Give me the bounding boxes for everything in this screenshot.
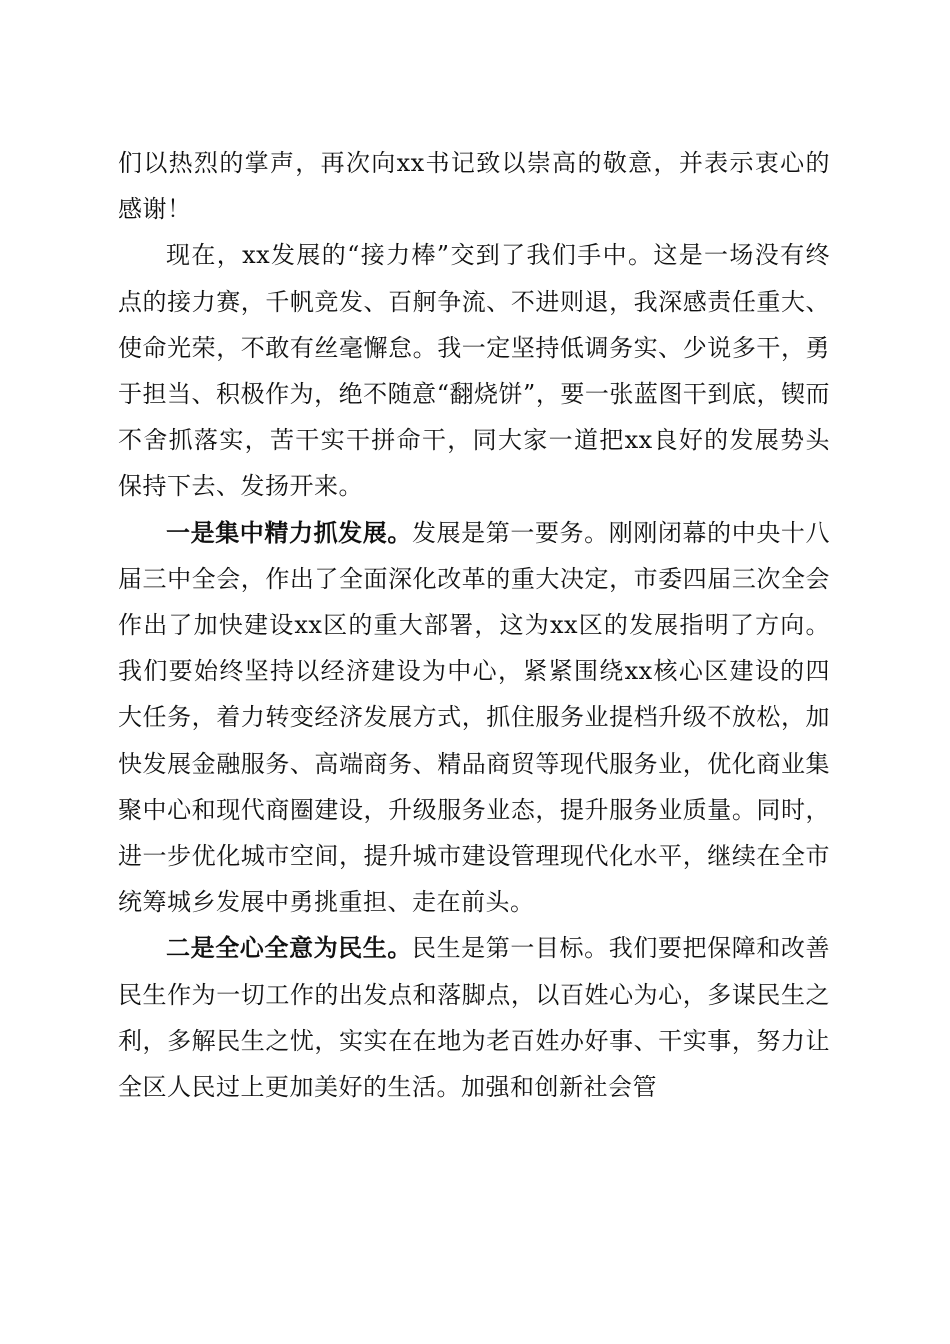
paragraph-text: 发展是第一要务。刚刚闭幕的中央十八届三中全会，作出了全面深化改革的重大决定，市委四届三次全会作出了加快建设xx区的重大部署，这为xx区的发展指明了方向。我们要始终坚持以经济建设为中心，紧紧围绕xx核心区建设的四大任务，着力转变经济发展方式，抓住服务业提档升级不放松，加快发展金融服务、高端商务、精品商贸等现代服务业，优化商业集聚中心和现代商圈建设，升级服务业态，提升服务业质量。同时，进一步优化城市空间，提升城市建设管理现代化水平，继续在全市统筹城乡发展中勇挑重担、走在前头。	[118, 518, 831, 917]
paragraph-lead-heading: 一是集中精力抓发展。	[166, 517, 412, 547]
paragraph-text: 们以热烈的掌声，再次向xx书记致以崇高的敬意，并表示衷心的感谢！	[118, 149, 830, 224]
paragraph-text: 现在，xx发展的“接力棒”交到了我们手中。这是一场没有终点的接力赛，千帆竞发、百舸争流、不进则退，我深感责任重大、使命光荣，不敢有丝毫懈怠。我一定坚持低调务实、少说多干，勇于担当、积极作为，绝不随意“翻烧饼”，要一张蓝图干到底，锲而不舍抓落实，苦干实干拼命干，同大家一道把xx良好的发展势头保持下去、发扬开来。	[118, 241, 830, 501]
paragraph-relay-baton	[118, 232, 830, 509]
paragraph-text: 民生是第一目标。我们要把保障和改善民生作为一切工作的出发点和落脚点，以百姓心为心，多谋民生之利，多解民生之忧，实实在在地为老百姓办好事、干实事，努力让全区人民过上更加美好的生活。加强和创新社会管	[118, 934, 831, 1102]
paragraph-development	[118, 510, 830, 926]
paragraph-lead-heading: 二是全心全意为民生。	[166, 933, 412, 963]
document-body	[118, 140, 830, 1110]
paragraph-continuation	[118, 140, 830, 232]
paragraph-livelihood	[118, 925, 830, 1110]
